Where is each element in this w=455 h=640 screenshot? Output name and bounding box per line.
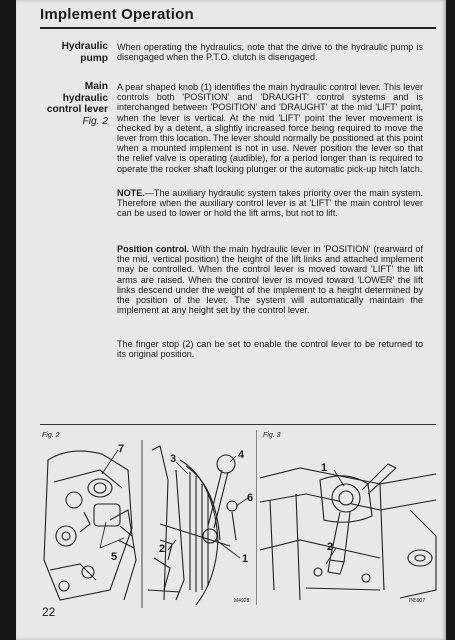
fig2-callout-6: 6: [247, 492, 254, 504]
main-lever-paragraph: A pear shaped knob (1) identifies the main hydraulic control lever. This lever controls both 'POSITION' and 'DRAUGHT' control systems and is interchanged between 'POSITION' and 'DRAUGHT' at the mid 'LIFT' point, when the lever is vertical. At the mid 'LIFT' point the lever movement is checked by a detent, a slightly increased force being required to move the lever from this location. The lever should normally be positioned at this point when a mounted implement is not in use. Never position the lever so that the relief valve is operating (audible), for a period longer than is required to operate the rocker shaft locking plunger or the automatic pick-up hitch latch.: [117, 82, 423, 174]
main-lever-heading: [46, 81, 108, 127]
page-number: 22: [42, 605, 56, 619]
fig3-label: Fig. 3: [263, 432, 281, 439]
note-text: —The auxiliary hydraulic system takes priority over the main system. Therefore when the auxiliary control lever is at 'LIFT' the main control lever can be used to lower or hold the lift arms, but not to lift.: [117, 188, 423, 219]
fig2-callout-2: 2: [159, 543, 166, 555]
title-rule: [40, 27, 436, 29]
note-lead: NOTE.: [117, 188, 145, 198]
position-control-lead: Position control.: [117, 244, 190, 254]
figure-divider: [256, 430, 257, 605]
position-control-text: With the main hydraulic lever in 'POSITION' (rearward of the mid, vertical position) the height of the lift links and attached implement may be controlled. When the control lever is moved toward 'LIFT' the lift arms are raised. When the control lever is moved toward 'LOWER' the lift links descend under the weight of the implement to a height determined by the position of the lever. The system will automatically maintain the implement at any height set by the control lever.: [117, 244, 423, 316]
hydraulic-pump-heading-line: pump: [80, 52, 108, 64]
section-title: Implement Operation: [40, 6, 194, 23]
fig2-callout-7: 7: [118, 443, 125, 455]
fig2-callout-4: 4: [238, 449, 245, 461]
manual-page: [16, 0, 446, 640]
main-lever-heading-line: Main: [84, 81, 108, 92]
fig2-illustration: [40, 440, 254, 608]
fig2-label: Fig. 2: [42, 432, 60, 439]
main-lever-heading-line: control lever: [46, 104, 108, 115]
position-control-paragraph: [117, 244, 423, 315]
fig3-callout-1: 1: [321, 462, 328, 474]
hydraulic-pump-heading: [46, 41, 108, 64]
main-lever-figure-ref: Fig. 2: [82, 115, 108, 127]
hydraulic-pump-paragraph: When operating the hydraulics, note that the drive to the hydraulic pump is disengaged when the P.T.O. clutch is disengaged.: [117, 42, 423, 63]
figures-top-rule: [40, 424, 436, 425]
fig3-illustration: [260, 440, 438, 604]
fig3-reference-code: IN5907: [409, 598, 426, 604]
fig2-reference-code: M4928: [234, 598, 250, 604]
fig3-callout-2: 2: [327, 541, 334, 553]
fig2-callout-5: 5: [111, 551, 118, 563]
finger-stop-paragraph: The finger stop (2) can be set to enable the control lever to be returned to its original position.: [117, 339, 423, 360]
main-lever-heading-line: hydraulic: [62, 92, 108, 104]
hydraulic-pump-heading-line: Hydraulic: [61, 41, 108, 52]
fig2-callout-1: 1: [242, 553, 249, 565]
note-paragraph: [117, 188, 423, 219]
fig2-callout-3: 3: [170, 453, 177, 465]
